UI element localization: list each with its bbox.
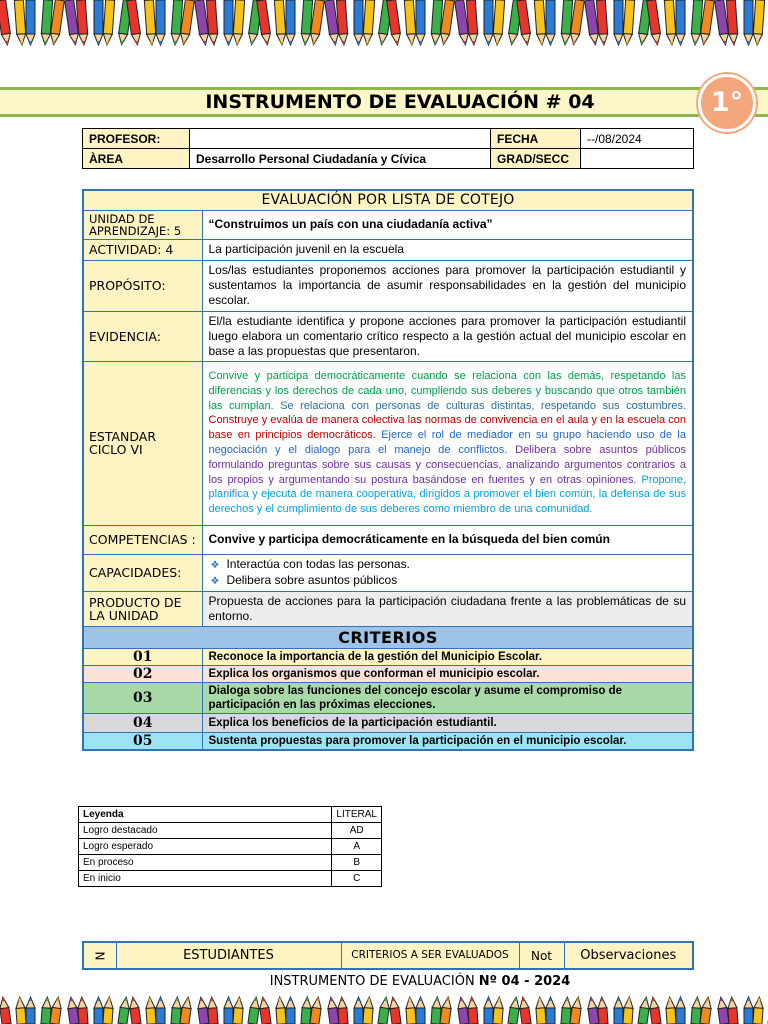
- pencil-icon: [623, 0, 635, 45]
- header-info-table: [82, 128, 694, 169]
- pencil-icon: [354, 0, 363, 45]
- pencil-icon: [180, 996, 193, 1024]
- pencil-icon: [233, 997, 244, 1024]
- grade-badge: 1°: [698, 74, 756, 132]
- capacidades-list: [202, 554, 693, 591]
- pencil-icon: [623, 997, 634, 1024]
- pencil-icon: [326, 997, 339, 1024]
- pencil-icon: [431, 0, 443, 45]
- pencil-icon: [493, 0, 505, 45]
- pencil-icon: [508, 996, 521, 1024]
- criterio-text: Sustenta propuestas para promover la participación en el municipio escolar.: [202, 732, 693, 750]
- profesor-value[interactable]: [190, 129, 491, 149]
- criterio-text: Reconoce la importancia de la gestión del Municipio Escolar.: [202, 648, 693, 665]
- pencil-icon: [224, 0, 233, 45]
- pencil-icon: [274, 0, 286, 45]
- pencil-icon: [648, 997, 661, 1024]
- criterio-text: Explica los beneficios de la participación estudiantil.: [202, 713, 693, 732]
- diamond-bullet-icon: ❖: [210, 575, 220, 587]
- pencil-icon: [614, 0, 623, 45]
- pencil-icon: [207, 997, 218, 1024]
- proposito-value: Los/las estudiantes proponemos acciones para promover la participación estudiantil y sustentamos la importancia de asumir responsabilidades en la gestión del municipio escolar.: [202, 260, 693, 311]
- col-observaciones: Observaciones: [564, 942, 693, 969]
- estandar-label: ESTANDAR CICLO VI: [83, 361, 202, 525]
- pencil-icon: [691, 0, 703, 45]
- pencil-icon: [466, 0, 478, 45]
- pencil-icon: [570, 996, 583, 1024]
- pencil-icon: [753, 997, 764, 1024]
- capacidad-item: ❖ Interactúa con todas las personas.: [210, 556, 410, 571]
- legend-row: En inicio C: [79, 871, 382, 887]
- pencil-icon: [614, 997, 623, 1024]
- pencil-icon: [493, 997, 504, 1024]
- pencil-icon: [546, 0, 555, 45]
- col-estudiantes: ESTUDIANTES: [116, 942, 341, 969]
- profesor-label: PROFESOR:: [83, 129, 190, 149]
- pencil-icon: [15, 997, 26, 1024]
- unidad-value: “Construimos un país con una ciudadanía activa”: [202, 210, 693, 239]
- pencil-icon: [546, 997, 555, 1024]
- grado-value[interactable]: [581, 149, 694, 169]
- pencil-icon: [638, 996, 651, 1024]
- pencil-icon: [744, 997, 753, 1024]
- pencil-icon: [416, 0, 425, 45]
- pencil-border-bottom: [0, 994, 768, 1024]
- estandar-value: [202, 361, 693, 525]
- actividad-value: La participación juvenil en la escuela: [202, 239, 693, 260]
- pencil-icon: [258, 997, 271, 1024]
- pencil-icon: [534, 0, 546, 45]
- pencil-icon: [94, 0, 103, 45]
- pencil-icon: [118, 996, 131, 1024]
- col-number: N: [83, 942, 116, 969]
- pencil-icon: [561, 0, 573, 45]
- pencil-icon: [378, 996, 391, 1024]
- pencil-icon: [248, 996, 261, 1024]
- pencil-icon: [440, 996, 453, 1024]
- evaluation-table: [82, 189, 694, 751]
- pencil-icon: [26, 997, 35, 1024]
- pencil-icon: [0, 997, 11, 1024]
- area-label: ÀREA: [83, 149, 190, 169]
- page-title: INSTRUMENTO DE EVALUACIÓN # 04: [205, 91, 595, 113]
- criterio-text: Explica los organismos que conforman el municipio escolar.: [202, 665, 693, 682]
- pencil-icon: [597, 997, 608, 1024]
- grado-label: GRAD/SECC: [491, 149, 581, 169]
- pencil-icon: [50, 996, 63, 1024]
- estandar-part-3: Construye y evalúa de manera colectiva las normas de convivencia en el aula y en la escuela con base en principios democráticos.: [208, 414, 686, 442]
- pencil-icon: [14, 0, 26, 45]
- pencil-icon: [726, 0, 738, 45]
- pencil-icon: [301, 0, 313, 45]
- criterio-row: [83, 682, 693, 713]
- pencil-icon: [484, 0, 493, 45]
- criterio-row: [83, 713, 693, 732]
- pencil-icon: [363, 997, 374, 1024]
- competencias-value: Convive y participa democráticamente en la búsqueda del bien común: [202, 525, 693, 554]
- criterio-number: 03: [83, 682, 202, 713]
- pencil-icon: [286, 997, 295, 1024]
- criterio-number: 01: [83, 648, 202, 665]
- criterios-heading: CRITERIOS: [83, 626, 693, 648]
- col-criterios: CRITERIOS A SER EVALUADOS: [341, 942, 519, 969]
- pencil-icon: [233, 0, 245, 45]
- pencil-icon: [145, 997, 156, 1024]
- pencil-icon: [753, 0, 765, 45]
- estandar-part-6: Propone, planifica y ejecuta de manera cooperativa, dirigidos a promover el bien común, la defensa de sus derechos y el cumplimiento de sus deberes como miembro de una comunidad.: [208, 473, 686, 516]
- producto-value: Propuesta de acciones para la participación ciudadana frente a las problemáticas de su entorno.: [202, 591, 693, 626]
- pencil-icon: [144, 0, 156, 45]
- legend-row: Logro destacado AD: [79, 823, 382, 839]
- pencil-icon: [676, 0, 685, 45]
- pencil-icon: [196, 997, 209, 1024]
- criterio-row: [83, 732, 693, 750]
- legend-table: [78, 806, 382, 887]
- pencil-icon: [405, 997, 416, 1024]
- legend-header: Leyenda: [79, 807, 332, 823]
- criterio-row: [83, 665, 693, 682]
- fecha-label: FECHA: [491, 129, 581, 149]
- estandar-part-4: Ejerce el rol de mediador en su grupo haciendo uso de la negociación y el dialogo para el manejo de conflictos.: [208, 429, 686, 456]
- pencil-icon: [156, 0, 165, 45]
- estandar-part-5: Delibera sobre asuntos públicos formulando preguntas sobre sus causas y consecuencias, analizando argumentos contrarios a los propios y argumentando su postura basándose en fuentes y en otras opiniones.: [208, 444, 687, 486]
- pencil-icon: [41, 0, 53, 45]
- pencil-icon: [664, 0, 676, 45]
- legend-row: En proceso B: [79, 855, 382, 871]
- proposito-label: PROPÓSITO:: [83, 260, 202, 311]
- fecha-value[interactable]: --/08/2024: [581, 129, 694, 149]
- evaluation-heading: EVALUACIÓN POR LISTA DE COTEJO: [83, 190, 693, 210]
- pencil-icon: [354, 997, 363, 1024]
- unidad-label: UNIDAD DE APRENDIZAJE: 5: [83, 210, 202, 239]
- capacidades-label: CAPACIDADES:: [83, 554, 202, 591]
- pencil-icon: [171, 0, 183, 45]
- pencil-icon: [337, 997, 348, 1024]
- estandar-part-2: Se relaciona con personas de culturas distintas, respetando sus costumbres.: [273, 399, 686, 412]
- students-table: [82, 941, 694, 970]
- pencil-icon: [275, 997, 286, 1024]
- pencil-icon: [66, 997, 79, 1024]
- pencil-icon: [467, 997, 478, 1024]
- pencil-icon: [518, 997, 531, 1024]
- pencil-icon: [535, 997, 546, 1024]
- evidencia-value: El/la estudiante identifica y propone acciones para promover la participación estudiantil luego elabora un comentario crítico respecto a la gestión actual del municipio escolar en base a las propuestas que presentaron.: [202, 311, 693, 361]
- legend-row: Logro esperado A: [79, 839, 382, 855]
- legend-header-literal: LITERAL: [332, 807, 382, 823]
- pencil-icon: [128, 997, 141, 1024]
- pencil-icon: [676, 997, 685, 1024]
- competencias-label: COMPETENCIAS :: [83, 525, 202, 554]
- pencil-icon: [103, 997, 114, 1024]
- pencil-icon: [456, 997, 469, 1024]
- capacidad-item: ❖ Delibera sobre asuntos públicos: [210, 572, 398, 587]
- pencil-icon: [0, 0, 12, 45]
- pencil-icon: [26, 0, 35, 45]
- pencil-icon: [716, 997, 729, 1024]
- pencil-icon: [94, 997, 103, 1024]
- pencil-border-top: [0, 0, 768, 48]
- actividad-label: ACTIVIDAD: 4: [83, 239, 202, 260]
- area-value: Desarrollo Personal Ciudadanía y Cívica: [190, 149, 491, 169]
- pencil-icon: [388, 997, 401, 1024]
- producto-label: PRODUCTO DE LA UNIDAD: [83, 591, 202, 626]
- criterio-number: 04: [83, 713, 202, 732]
- criterio-text: Dialoga sobre las funciones del concejo escolar y asume el compromiso de participación en las próximas elecciones.: [202, 682, 693, 713]
- page-footer: INSTRUMENTO DE EVALUACIÓN Nº 04 - 2024: [269, 974, 571, 989]
- pencil-icon: [665, 997, 676, 1024]
- pencil-icon: [484, 997, 493, 1024]
- evidencia-label: EVIDENCIA:: [83, 311, 202, 361]
- pencil-icon: [586, 997, 599, 1024]
- pencil-icon: [76, 0, 88, 45]
- pencil-icon: [416, 997, 425, 1024]
- pencil-icon: [727, 997, 738, 1024]
- pencil-icon: [310, 996, 323, 1024]
- pencil-icon: [700, 996, 713, 1024]
- pencil-icon: [404, 0, 416, 45]
- pencil-icon: [363, 0, 375, 45]
- pencil-icon: [336, 0, 348, 45]
- pencil-icon: [77, 997, 88, 1024]
- pencil-icon: [744, 0, 753, 45]
- criterio-number: 02: [83, 665, 202, 682]
- criterio-row: [83, 648, 693, 665]
- pencil-icon: [156, 997, 165, 1024]
- pencil-icon: [224, 997, 233, 1024]
- pencil-icon: [286, 0, 295, 45]
- pencil-icon: [103, 0, 115, 45]
- col-nota: Not: [519, 942, 564, 969]
- pencil-icon: [596, 0, 608, 45]
- diamond-bullet-icon: ❖: [210, 559, 220, 571]
- pencil-icon: [206, 0, 218, 45]
- estandar-part-1: Convive y participa democráticamente cuando se relaciona con las demás, respetando las diferencias y los derechos de cada uno, cumpliendo sus deberes y buscando que otros también las cumplan.: [208, 370, 686, 412]
- criterio-number: 05: [83, 732, 202, 750]
